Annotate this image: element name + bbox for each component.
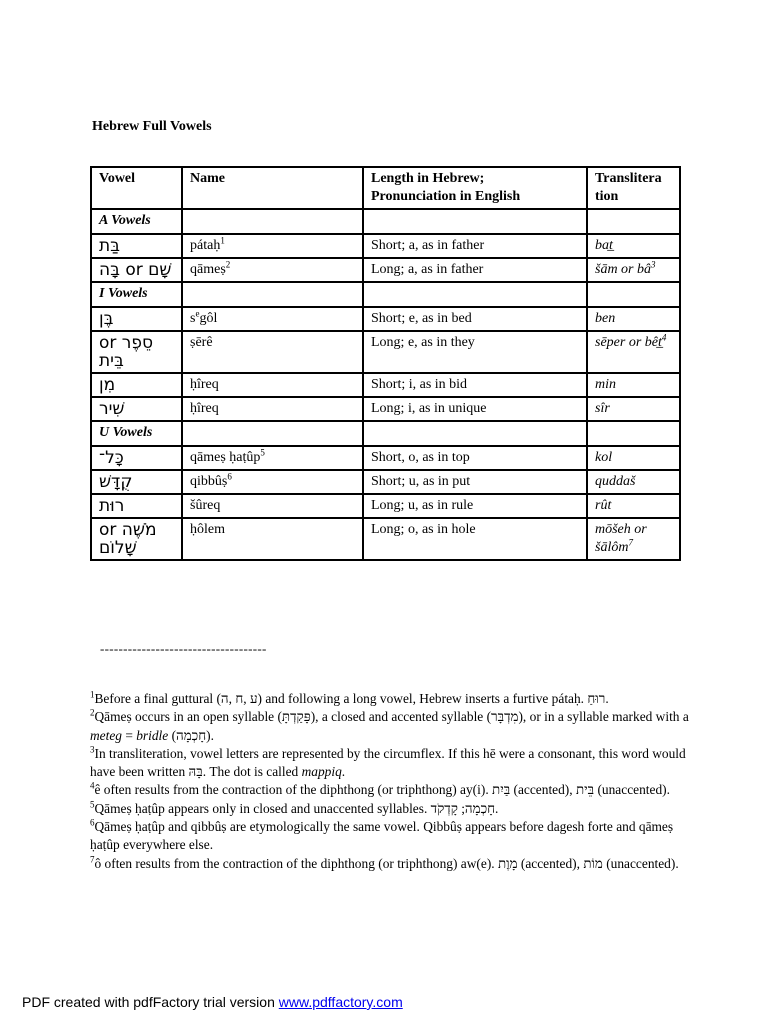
footer-text: PDF created with pdfFactory trial version xyxy=(22,994,279,1010)
table-row xyxy=(91,494,680,518)
vowel-cell: בַּת xyxy=(91,234,182,258)
vowel-cell: קֻדָּשׁ xyxy=(91,470,182,494)
table-row xyxy=(91,258,680,282)
footnote-7: $^7$ô often results from the contraction of the diphthong (or triphthong) aw(e). מָוֶת (accented), מוֹת (unaccented). xyxy=(90,854,679,871)
section-row-u-vowels xyxy=(91,421,680,446)
vowel-cell: מִן xyxy=(91,373,182,397)
table-row xyxy=(91,331,680,373)
page-title: Hebrew Full Vowels xyxy=(92,119,212,134)
length-cell: Long; e, as in they xyxy=(363,331,587,373)
name-cell: šûreq xyxy=(182,494,363,518)
footnote-divider: ------------------------------------ xyxy=(100,641,267,656)
name-cell: ḥôlem xyxy=(182,518,363,560)
footnote-4: $^4$ê often results from the contraction of the diphthong (or triphthong) ay(i). בַּיִת (accented), בֵּית (unaccented). xyxy=(90,781,670,798)
footnote-5: $^5$Qāmeṣ ḥaṭûp appears only in closed and unaccented syllables. חָכְמָה; קָדְקֹד. xyxy=(90,799,499,816)
translit-cell: šām or $bâ^3$ xyxy=(587,258,680,282)
translit-cell: quddaš xyxy=(587,470,680,494)
name-cell: ṣērê xyxy=(182,331,363,373)
header-name: Name xyxy=(182,167,363,209)
translit-cell: rût xyxy=(587,494,680,518)
length-cell: Short; i, as in bid xyxy=(363,373,587,397)
table-row xyxy=(91,470,680,494)
vowel-table xyxy=(90,166,681,561)
translit-cell: ben xyxy=(587,307,680,331)
translit-cell: sēper or bêt̲$^4$ xyxy=(587,331,680,373)
name-cell: ḥîreq xyxy=(182,397,363,421)
footnote-3: $^3$In transliteration, vowel letters are represented by the circumflex. If this hē were a consonant, this word would have been written בָּהּ. The dot is called mappiq. xyxy=(90,744,686,780)
footnote-2: $^2$Qāmeṣ occurs in an open syllable (פָּקַדְתָּ), a closed and accented syllable (מִדְבָּר), or in a syllable marked with a meteg = bridle (חָכְמָה). xyxy=(90,707,689,743)
name-cell: pátaḥ$^1$ xyxy=(182,234,363,258)
pdffactory-link[interactable]: www.pdffactory.com xyxy=(278,994,403,1010)
vowel-cell: רוּת xyxy=(91,494,182,518)
name-cell: qāmeṣ ḥaṭûp$^5$ xyxy=(182,446,363,470)
name-cell: qāmeṣ$^2$ xyxy=(182,258,363,282)
header-transliteration: Translitera tion xyxy=(587,167,680,209)
length-cell: Long; a, as in father xyxy=(363,258,587,282)
length-cell: Long; o, as in hole xyxy=(363,518,587,560)
vowel-cell: בֶּן xyxy=(91,307,182,331)
table-header-row xyxy=(91,167,680,209)
section-label: I Vowels xyxy=(91,282,182,307)
vowel-cell: שָׁם or בָּה xyxy=(91,258,182,282)
table-row xyxy=(91,307,680,331)
footnotes xyxy=(90,690,690,873)
footnote-1: $^1$Before a final guttural (ע ,ח ,ה) and following a long vowel, Hebrew inserts a furtive pátaḥ. רוּחַ. xyxy=(90,689,609,706)
table-row xyxy=(91,518,680,560)
translit-cell: kol xyxy=(587,446,680,470)
vowel-cell: כָּל־ xyxy=(91,446,182,470)
name-cell: ḥîreq xyxy=(182,373,363,397)
footnote-6: $^6$Qāmeṣ ḥaṭûp and qibbûṣ are etymologically the same vowel. Qibbûṣ appears before dagesh forte and qāmeṣ ḥaṭûp everywhere else. xyxy=(90,817,674,853)
translit-cell: bat̲ xyxy=(587,234,680,258)
length-cell: Long; i, as in unique xyxy=(363,397,587,421)
length-cell: Short; a, as in father xyxy=(363,234,587,258)
table-row xyxy=(91,373,680,397)
vowel-cell: סֵפֶר or בֵּית xyxy=(91,331,182,373)
translit-cell: mōšeh or šālôm$^7$ xyxy=(587,518,680,560)
length-cell: Short, o, as in top xyxy=(363,446,587,470)
name-cell: $s^egôl$ xyxy=(182,307,363,331)
length-cell: Long; u, as in rule xyxy=(363,494,587,518)
length-cell: Short; e, as in bed xyxy=(363,307,587,331)
header-vowel: Vowel xyxy=(91,167,182,209)
translit-cell: min xyxy=(587,373,680,397)
length-cell: Short; u, as in put xyxy=(363,470,587,494)
table-row xyxy=(91,234,680,258)
table-row xyxy=(91,397,680,421)
vowel-cell: שִׁיר xyxy=(91,397,182,421)
section-row-a-vowels xyxy=(91,209,680,234)
header-length: Length in Hebrew; Pronunciation in English xyxy=(363,167,587,209)
pdf-footer xyxy=(22,994,403,1010)
vowel-cell: מֹשֶׁה or שָׁלוֹם xyxy=(91,518,182,560)
name-cell: qibbûṣ$^6$ xyxy=(182,470,363,494)
translit-cell: sîr xyxy=(587,397,680,421)
table-row xyxy=(91,446,680,470)
section-row-i-vowels xyxy=(91,282,680,307)
section-label: A Vowels xyxy=(91,209,182,234)
section-label: U Vowels xyxy=(91,421,182,446)
